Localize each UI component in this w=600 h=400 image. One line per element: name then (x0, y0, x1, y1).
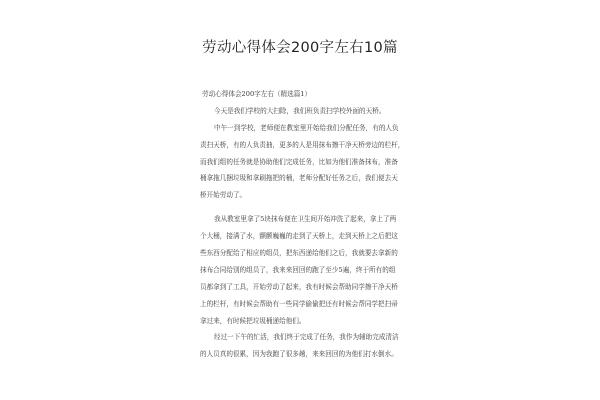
paragraph-4-line-2: 的人员真的很累，因为我跑了很多趟，来来回回的为他们打水倒水。 (200, 350, 398, 359)
article-heading: 劳动心得体会200字左右（精选篇1） (202, 90, 312, 98)
paragraph-2-line-2: 责扫天桥，有的人负责抽，更多的人是用抹布擦干净天桥旁边的栏杆， (200, 140, 405, 149)
paragraph-4-line-1: 经过一下午的忙活，我们终于完成了任务，我作为辅助完成清洁 (214, 333, 399, 342)
paragraph-2-line-4: 桶拿拖几捆垃圾和拿刷拖把的桶，老师分配好任务之后，我们便去天 (200, 174, 398, 183)
article-body (200, 86, 412, 363)
paragraph-2-line-1: 中午一到学校，老师便在教室里开始给我们分配任务，有的人负 (214, 123, 399, 132)
paragraph-2-line-3: 而我们组的任务就是协助他们完成任务，比如为他们准备抹布，准备 (200, 157, 398, 166)
paragraph-gap (200, 204, 412, 211)
paragraph-3-line-6: 上的栏杆，有时候会帮助有一些同学偷偷把还有时候会帮同学把扫帚 (200, 299, 398, 308)
paragraph-3-line-3: 些东西分配给了相应的组员，把东西递给他们之后，我就要去拿新的 (200, 249, 398, 258)
paragraph-3-line-5: 员都拿到了工具，开始劳动了起来，我有时候会帮助同学擦干净天桥 (200, 282, 398, 291)
page-title: 劳动心得体会200字左右10篇 (202, 40, 398, 56)
paragraph-3-line-7: 拿过来，有时候把垃圾桶递给他们。 (200, 316, 306, 325)
paragraph-3-line-2: 个大桶，接满了水，颤颤巍巍的走到了天桥上，走到天桥上之后把这 (200, 232, 398, 241)
paragraph-3-line-4: 抹布合同给别的组员了，我来来回回的跑了至少5遍，终于所有的组 (200, 265, 396, 274)
paragraph-1-line-1: 今天是我们学校的大扫除，我们班负责扫学校外面的天桥。 (214, 106, 386, 115)
paragraph-3-line-1: 我从教室里拿了5块抹布便在卫生间开始冲洗了起来，拿上了两 (214, 215, 397, 224)
paragraph-2-line-5: 桥开始劳动了。 (200, 191, 247, 200)
